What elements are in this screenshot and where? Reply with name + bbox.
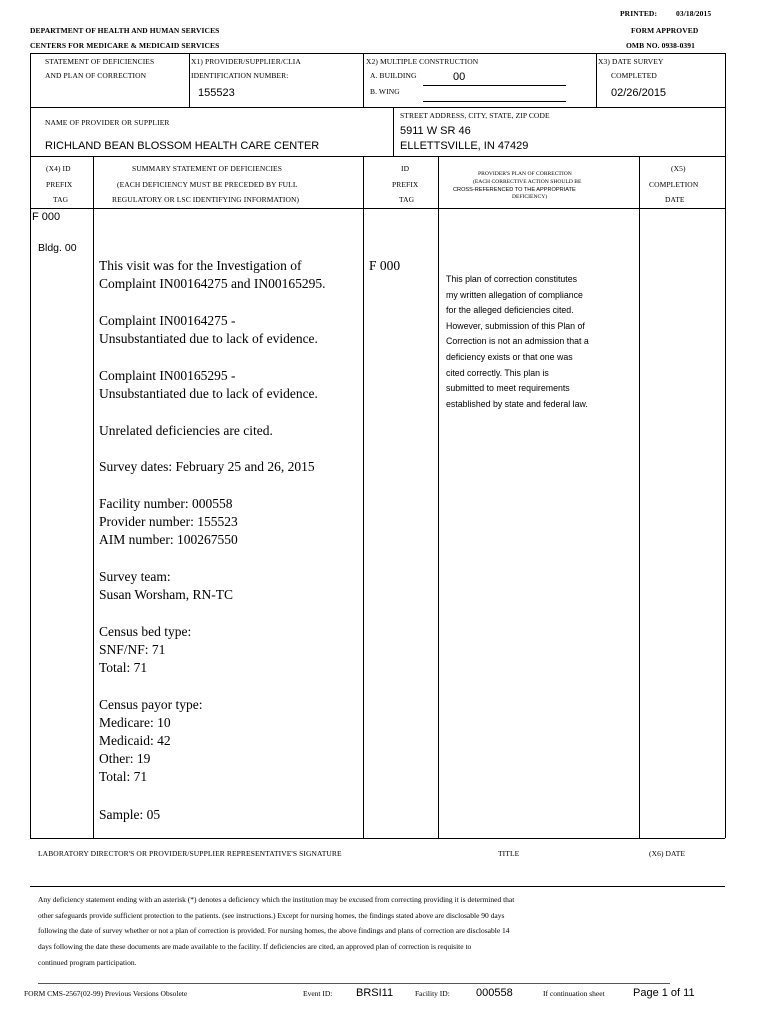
x3-label-1: X3) DATE SURVEY — [598, 57, 664, 66]
survey-date-value: 02/26/2015 — [611, 87, 667, 99]
address-line-1: 5911 W SR 46 — [400, 125, 471, 137]
summary-line: Total: 71 — [99, 769, 148, 784]
statement-label-1: STATEMENT OF DEFICIENCIES — [45, 57, 155, 66]
summary-line: Survey dates: February 25 and 26, 2015 — [99, 459, 315, 474]
facility-id-value: 000558 — [476, 987, 513, 999]
summary-line: Complaint IN00164275 and IN00165295. — [99, 276, 326, 291]
x1-label-1: X1) PROVIDER/SUPPLIER/CLIA — [191, 57, 301, 66]
wing-label: B. WING — [370, 87, 400, 96]
x5-label-3: DATE — [665, 195, 685, 204]
plan-line: submitted to meet requirements — [446, 383, 570, 393]
summary-line: Unrelated deficiencies are cited. — [99, 423, 273, 438]
plan-label-3: CROSS-REFERENCED TO THE APPROPRIATE — [453, 187, 576, 193]
id-label-3: TAG — [399, 195, 415, 204]
plan-label-1: PROVIDER'S PLAN OF CORRECTION — [478, 171, 572, 177]
summary-line: Unsubstantiated due to lack of evidence. — [99, 386, 318, 401]
summary-line: SNF/NF: 71 — [99, 642, 166, 657]
plan-line: deficiency exists or that one was — [446, 352, 573, 362]
summary-line: Census payor type: — [99, 697, 203, 712]
disclaimer-line: other safeguards provide sufficient protection to the patients. (see instructions.) Except for nursing homes, the findings stated above are disclosable 90 days — [38, 911, 505, 920]
summary-line: Medicaid: 42 — [99, 733, 171, 748]
x5-label-2: COMPLETION — [649, 180, 699, 189]
plan-line: This plan of correction constitutes — [446, 274, 578, 284]
address-label: STREET ADDRESS, CITY, STATE, ZIP CODE — [400, 111, 550, 120]
plan-line: cited correctly. This plan is — [446, 368, 549, 378]
form-number: FORM CMS-2567(02-99) Previous Versions Obsolete — [24, 989, 188, 998]
page-number: Page 1 of 11 — [633, 987, 695, 999]
plan-label-4: DEFICIENCY) — [512, 194, 548, 200]
provider-name: RICHLAND BEAN BLOSSOM HEALTH CARE CENTER — [45, 140, 320, 152]
department-heading: DEPARTMENT OF HEALTH AND HUMAN SERVICES — [30, 26, 220, 35]
disclaimer-line: continued program participation. — [38, 958, 137, 967]
summary-line: Complaint IN00165295 - — [99, 368, 236, 383]
summary-line: Medicare: 10 — [99, 715, 171, 730]
id-label-1: ID — [401, 164, 410, 173]
plan-line: Correction is not an admission that a — [446, 336, 589, 346]
summary-line: Other: 19 — [99, 751, 151, 766]
title-label: TITLE — [498, 849, 520, 858]
x2-label: X2) MULTIPLE CONSTRUCTION — [366, 57, 479, 66]
disclaimer-line: days following the date these documents are made available to the facility. If deficiencies are cited, an approved plan of correction is requisite to — [38, 942, 472, 951]
summary-line: Susan Worsham, RN-TC — [99, 587, 234, 602]
provider-name-label: NAME OF PROVIDER OR SUPPLIER — [45, 118, 170, 127]
printed-date: 03/18/2015 — [676, 9, 712, 18]
summary-line: This visit was for the Investigation of — [99, 258, 302, 273]
provider-id-value: 155523 — [198, 87, 235, 99]
summary-line: Provider number: 155523 — [99, 514, 238, 529]
signature-label: LABORATORY DIRECTOR'S OR PROVIDER/SUPPLIER REPRESENTATIVE'S SIGNATURE — [38, 849, 342, 858]
plan-line: However, submission of this Plan of — [446, 321, 585, 331]
building-label: A. BUILDING — [370, 71, 417, 80]
statement-label-2: AND PLAN OF CORRECTION — [45, 71, 147, 80]
disclaimer-line: following the date of survey whether or not a plan of correction is provided. For nursing homes, the above findings and plans of correction are disclosable 14 — [38, 926, 510, 935]
x6-date-label: (X6) DATE — [649, 849, 686, 858]
address-line-2: ELLETTSVILLE, IN 47429 — [400, 140, 529, 152]
event-id-label: Event ID: — [303, 989, 333, 998]
printed-label: PRINTED: — [620, 9, 658, 18]
summary-line: Unsubstantiated due to lack of evidence. — [99, 331, 318, 346]
x4-label-2: PREFIX — [46, 180, 73, 189]
summary-line: Facility number: 000558 — [99, 496, 233, 511]
omb-number: OMB NO. 0938-0391 — [626, 41, 695, 50]
plan-line: established by state and federal law. — [446, 399, 588, 409]
plan-line: my written allegation of compliance — [446, 290, 583, 300]
centers-heading: CENTERS FOR MEDICARE & MEDICAID SERVICES — [30, 41, 220, 50]
summary-label-2: (EACH DEFICIENCY MUST BE PRECEDED BY FULL — [117, 180, 298, 189]
summary-line: Sample: 05 — [99, 807, 161, 822]
event-id-value: BRSI11 — [356, 987, 394, 999]
summary-label-3: REGULATORY OR LSC IDENTIFYING INFORMATION) — [112, 195, 300, 204]
x3-label-2: COMPLETED — [611, 71, 657, 80]
summary-line: Total: 71 — [99, 660, 148, 675]
plan-line: for the alleged deficiencies cited. — [446, 305, 574, 315]
disclaimer-line: Any deficiency statement ending with an asterisk (*) denotes a deficiency which the institution may be excused from correcting providing it is determined that — [38, 895, 515, 904]
prefix-tag-left: F 000 — [32, 211, 61, 223]
building-tag: Bldg. 00 — [38, 242, 77, 254]
summary-line: Census bed type: — [99, 624, 192, 639]
summary-line: Survey team: — [99, 569, 171, 584]
summary-label-1: SUMMARY STATEMENT OF DEFICIENCIES — [132, 164, 283, 173]
continuation-label: If continuation sheet — [543, 989, 605, 998]
x4-label-1: (X4) ID — [46, 164, 71, 173]
id-label-2: PREFIX — [392, 180, 419, 189]
form-approved: FORM APPROVED — [631, 26, 699, 35]
summary-line: AIM number: 100267550 — [99, 532, 238, 547]
x4-label-3: TAG — [53, 195, 69, 204]
summary-line: Complaint IN00164275 - — [99, 313, 236, 328]
prefix-tag-right: F 000 — [369, 258, 401, 273]
facility-id-label: Facility ID: — [415, 989, 450, 998]
plan-label-2: (EACH CORRECTIVE ACTION SHOULD BE — [473, 179, 582, 185]
building-value: 00 — [453, 71, 466, 83]
x5-label-1: (X5) — [671, 164, 686, 173]
x1-label-2: IDENTIFICATION NUMBER: — [191, 71, 289, 80]
